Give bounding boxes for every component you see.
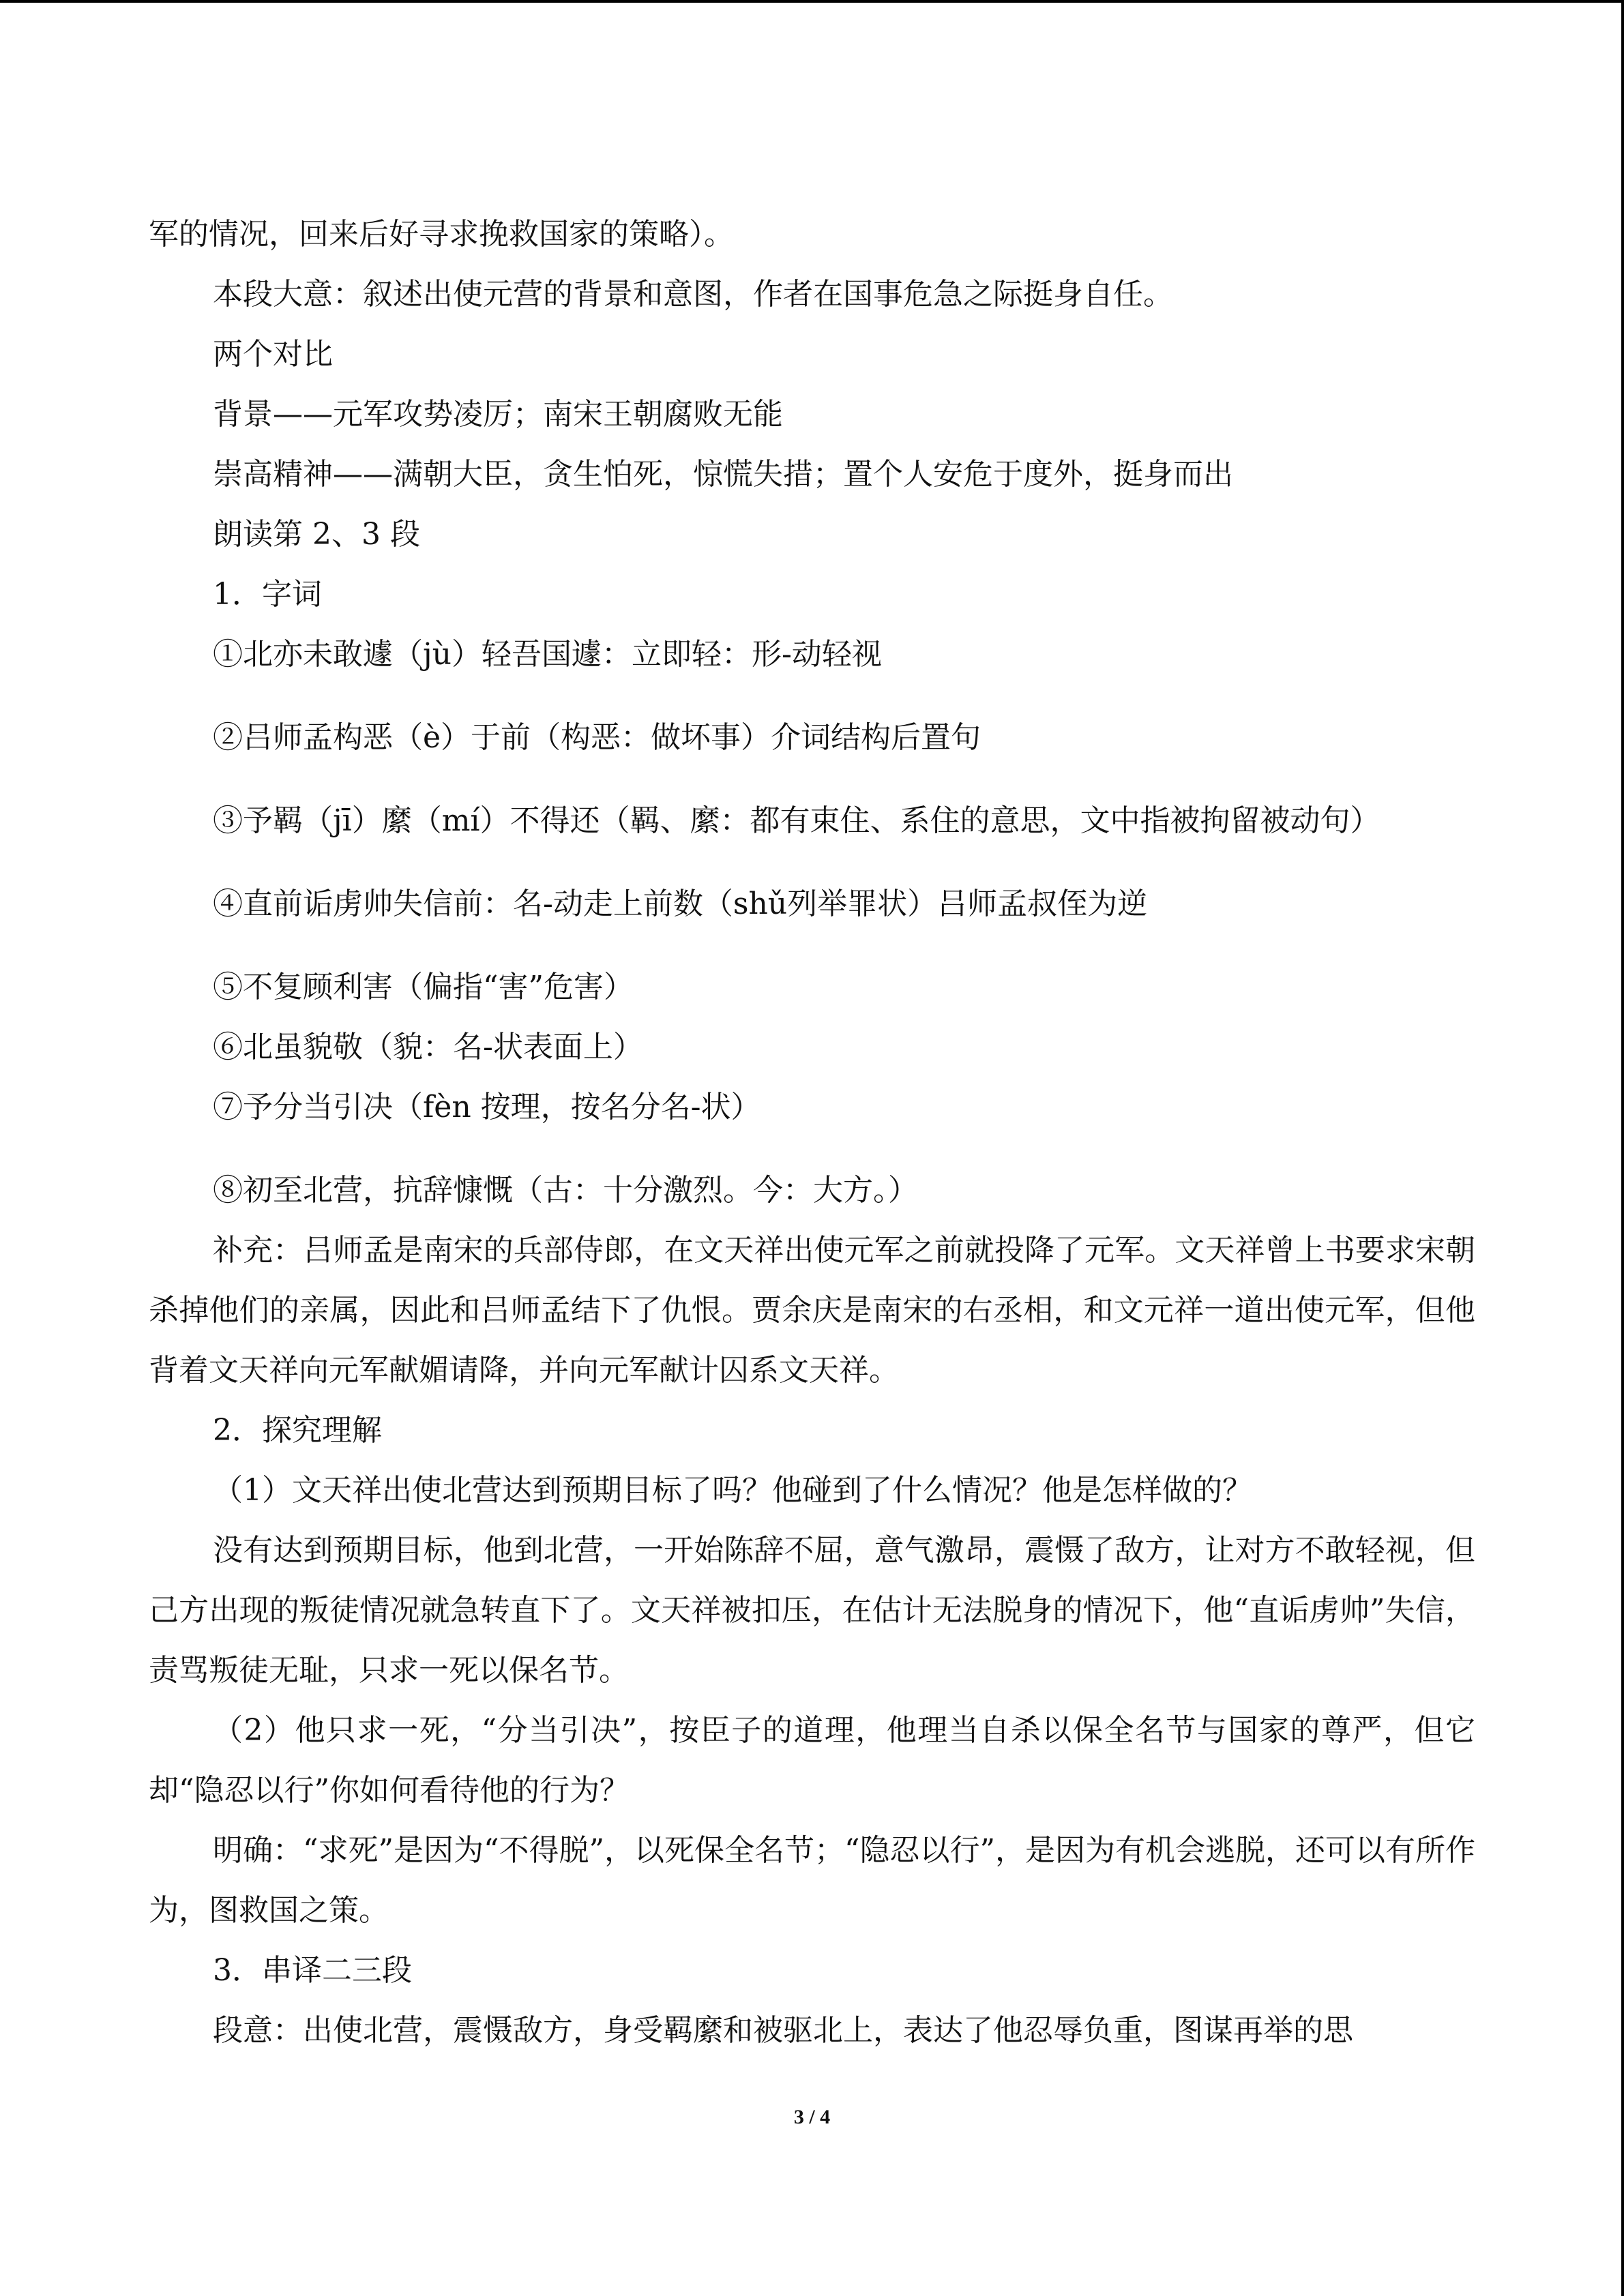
- right-border: [1621, 0, 1624, 2296]
- document-body: [149, 205, 1475, 2061]
- vocab-item-3: ③予羁（jī）縻（mí）不得还（羁、縻：都有束住、系住的意思，文中指被拘留被动句）: [213, 803, 1381, 838]
- paragraph-meaning: 段意：出使北营，震慑敌方，身受羁縻和被驱北上，表达了他忍辱负重，图谋再举的思: [213, 2013, 1353, 2048]
- vocab-item-6: ⑥北虽貌敬（貌：名-状表面上）: [213, 1030, 643, 1064]
- reading-instruction: 朗读第 2、3 段: [213, 517, 420, 552]
- section-heading-inquiry: 2．探究理解: [213, 1413, 382, 1448]
- answer-1: 没有达到预期目标，他到北营，一开始陈辞不屈，意气激昂，震慑了敌方，让对方不敢轻视，但己方出现的叛徒情况就急转直下了。文天祥被扣压，在估计无法脱身的情况下，他“直诟虏帅”失信，责骂叛徒无耻，只求一死以保名节。: [149, 1533, 1475, 1688]
- vocab-item-4: ④直前诟虏帅失信前：名-动走上前数（shǔ列举罪状）吕师孟叔侄为逆: [213, 886, 1148, 921]
- text-line: 军的情况，回来后好寻求挽救国家的策略）。: [149, 217, 734, 252]
- section-heading-translation: 3．串译二三段: [213, 1953, 412, 1988]
- vocab-item-2: ②吕师孟构恶（è）于前（构恶：做坏事）介词结构后置句: [213, 720, 981, 755]
- page-number: 3 / 4: [793, 2106, 831, 2128]
- paragraph-summary: 本段大意：叙述出使元营的背景和意图，作者在国事危急之际挺身自任。: [213, 277, 1173, 312]
- vocab-item-5: ⑤不复顾利害（偏指“害”危害）: [213, 970, 634, 1004]
- contrast-spirit: 崇高精神——满朝大臣，贪生怕死，惊慌失措；置个人安危于度外，挺身而出: [213, 457, 1233, 492]
- heading-two-contrasts: 两个对比: [213, 337, 333, 372]
- question-2: （2）他只求一死，“分当引决”，按臣子的道理，他理当自杀以保全名节与国家的尊严，但它却“隐忍以行”你如何看待他的行为？: [149, 1713, 1475, 1808]
- section-heading-vocabulary: 1．字词: [213, 577, 322, 612]
- contrast-background: 背景——元军攻势凌厉；南宋王朝腐败无能: [213, 397, 783, 432]
- vocab-item-1: ①北亦未敢遽（jù）轻吾国遽：立即轻：形-动轻视: [213, 637, 882, 672]
- answer-2: 明确：“求死”是因为“不得脱”，以死保全名节；“隐忍以行”，是因为有机会逃脱，还可以有所作为，图救国之策。: [149, 1833, 1475, 1928]
- top-border: [0, 0, 1624, 3]
- question-1: （1）文天祥出使北营达到预期目标了吗？他碰到了什么情况？他是怎样做的？: [213, 1473, 1252, 1508]
- vocab-item-7: ⑦予分当引决（fèn 按理，按名分名-状）: [213, 1090, 761, 1124]
- vocab-item-8: ⑧初至北营，抗辞慷慨（古：十分激烈。今：大方。）: [213, 1173, 918, 1208]
- supplement-paragraph: 补充：吕师孟是南宋的兵部侍郎，在文天祥出使元军之前就投降了元军。文天祥曾上书要求宋朝杀掉他们的亲属，因此和吕师孟结下了仇恨。贾余庆是南宋的右丞相，和文元祥一道出使元军，但他背着文天祥向元军献媚请降，并向元军献计囚系文天祥。: [149, 1233, 1475, 1388]
